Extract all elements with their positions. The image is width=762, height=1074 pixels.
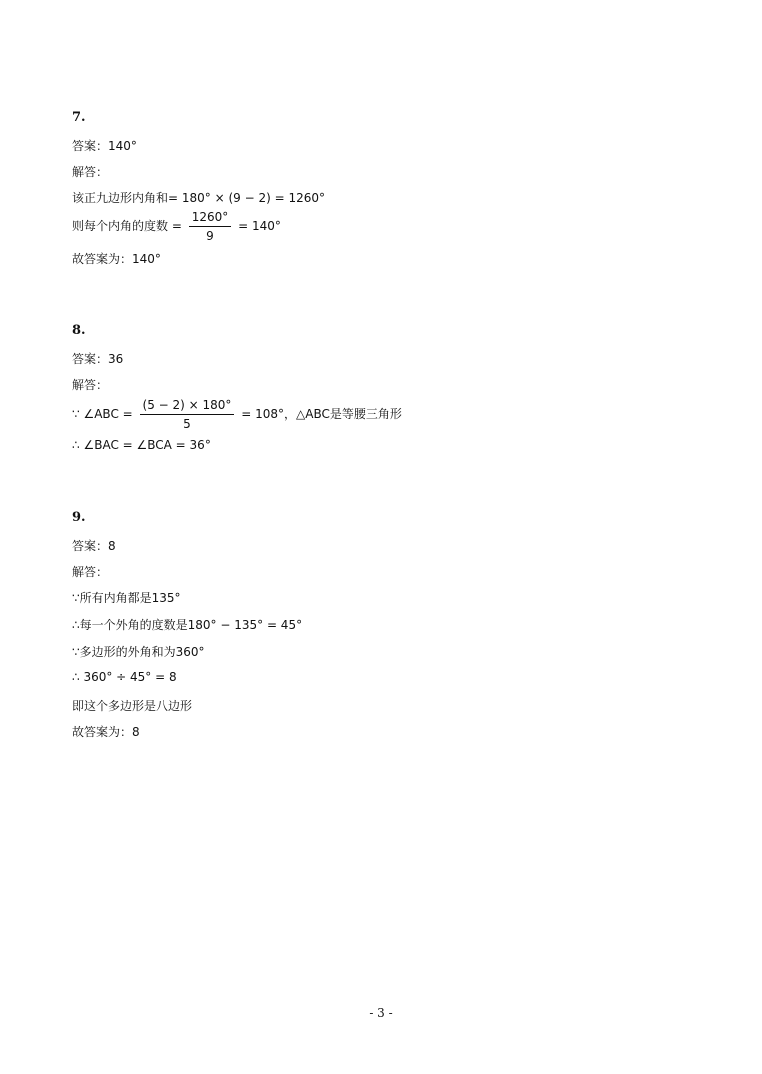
question-8-step-1-suffix: = 108°，△ABC是等腰三角形	[241, 407, 402, 421]
question-7-number: 7.	[72, 110, 86, 125]
question-8-fraction	[140, 398, 235, 431]
page-number: - 3 -	[369, 1006, 393, 1020]
question-7-step-2-suffix: = 140°	[238, 219, 281, 233]
question-7-step-2-prefix: 则每个内角的度数 =	[72, 219, 182, 233]
question-8-step-1	[72, 398, 402, 431]
question-9-conclusion: 故答案为：8	[72, 725, 140, 739]
question-8-number: 8.	[72, 323, 86, 338]
question-8-step-2: ∴ ∠BAC = ∠BCA = 36°	[72, 438, 211, 452]
fraction-numerator: 1260°	[189, 210, 232, 227]
question-9-step-1: ∵所有内角都是135°	[72, 591, 181, 605]
question-8-solution-label: 解答：	[72, 378, 109, 392]
question-7-step-1: 该正九边形内角和= 180° × (9 − 2) = 1260°	[72, 191, 325, 205]
question-9-step-2: ∴每一个外角的度数是180° − 135° = 45°	[72, 618, 303, 632]
question-9-answer: 答案：8	[72, 539, 116, 553]
question-7-solution-label: 解答：	[72, 165, 109, 179]
question-7-step-2	[72, 210, 281, 243]
question-9-step-5: 即这个多边形是八边形	[72, 699, 193, 713]
question-9-solution-label: 解答：	[72, 565, 109, 579]
question-8-answer: 答案：36	[72, 352, 124, 366]
fraction-numerator: (5 − 2) × 180°	[140, 398, 235, 415]
question-9-step-3: ∵多边形的外角和为360°	[72, 645, 205, 659]
question-9-number: 9.	[72, 510, 86, 525]
fraction-denominator: 5	[183, 417, 191, 431]
fraction-denominator: 9	[206, 229, 214, 243]
question-7-answer: 答案：140°	[72, 139, 137, 153]
question-7-fraction	[189, 210, 232, 243]
question-8-step-1-prefix: ∵ ∠ABC =	[72, 407, 133, 421]
question-9-step-4: ∴ 360° ÷ 45° = 8	[72, 670, 177, 684]
question-7-conclusion: 故答案为：140°	[72, 252, 161, 266]
